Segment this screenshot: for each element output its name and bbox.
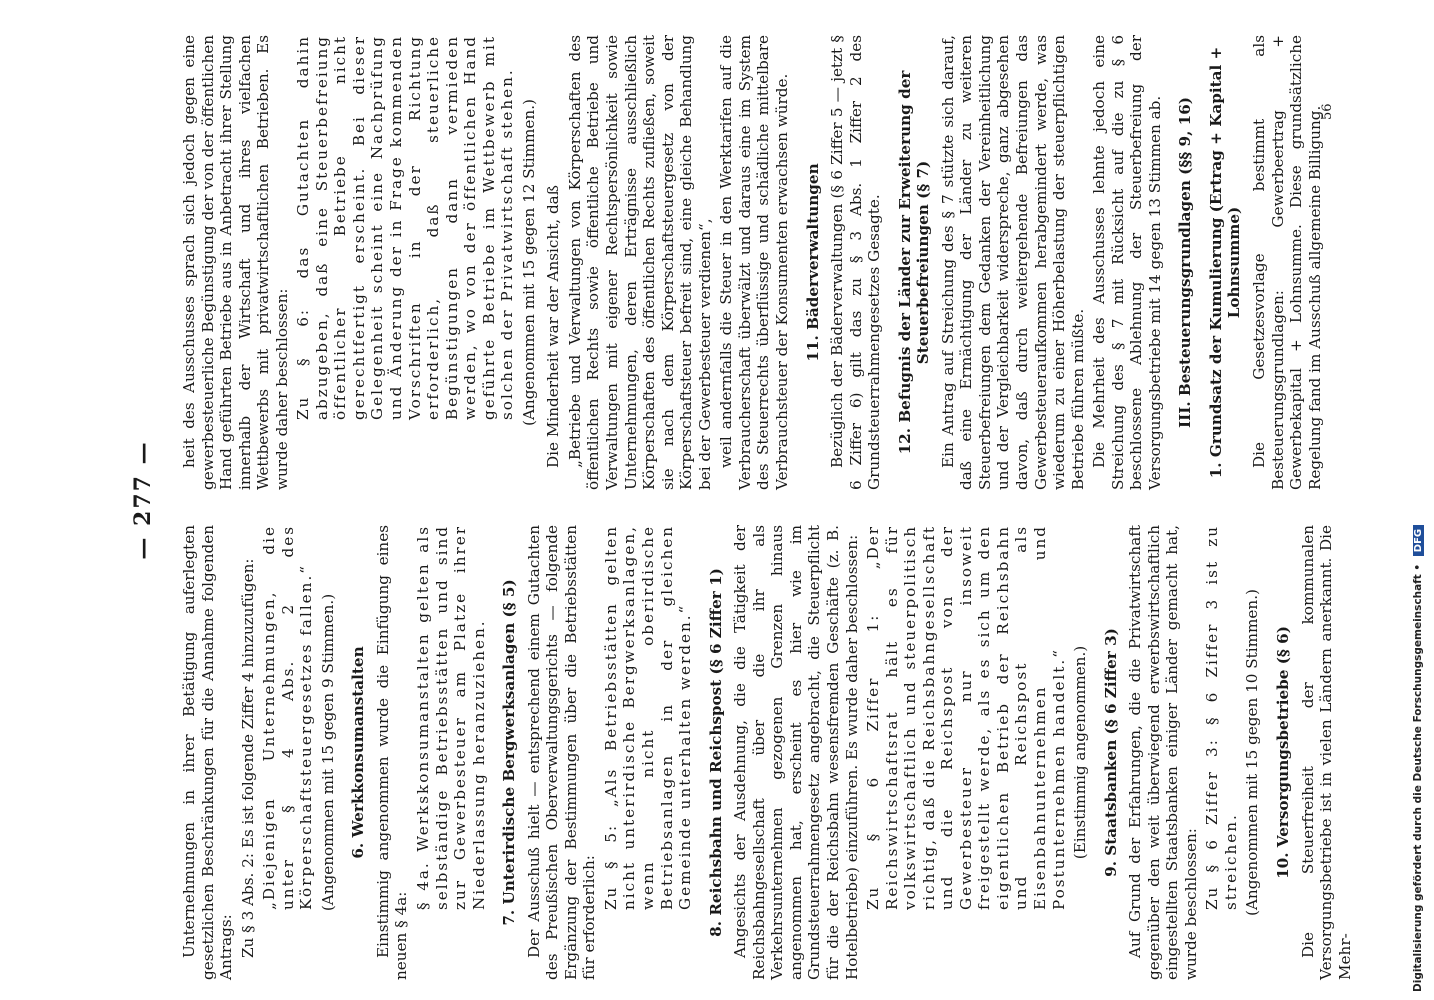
- left-column: [180, 525, 1357, 980]
- paragraph: weil andernfalls die Steuer in den Werktarifen auf die Verbraucherschaft überwälzt und daraus eine im System des Steuerrechts überflüssige und schädliche mittelbare Verbrauchsteuer der Konsumenten erwachsen würde.: [717, 35, 791, 490]
- paragraph: Die Gesetzesvorlage bestimmt als Besteuerungsgrundlagen: Gewerbeertrag + Gewerbekapital + Lohnsumme. Diese grundsätzliche Regelung fand im Ausschuß allgemeine Billigung.: [1249, 35, 1324, 490]
- footer-page-number: 56: [1320, 103, 1335, 120]
- vote-result: (Angenommen mit 15 gegen 10 Stimmen.): [1243, 589, 1262, 916]
- dfg-logo: DFG: [1413, 525, 1424, 556]
- section-heading: 10. Versorgungsbetriebe (§ 6): [1273, 626, 1292, 879]
- digitization-note-text: Digitalisierung gefördert durch die Deutsche Forschungsgemeinschaft: [1412, 574, 1424, 992]
- resolution-text: „Diejenigen Unternehmungen, die unter § 4 Abs. 2 des Körperschaftsteuergesetzes fallen.“: [260, 525, 316, 910]
- page-number-header: — 277 —: [130, 440, 156, 560]
- vote-result: (Angenommen mit 15 gegen 12 Stimmen.): [519, 99, 538, 426]
- paragraph: Auf Grund der Erfahrungen, die die Privatwirtschaft gegenüber den weit überwiegend erwerbswirtschaftlich eingestellten Staatsbanken einiger Länder gemacht hat, wurde beschlossen:: [1126, 525, 1200, 980]
- paragraph: heit des Ausschusses sprach sich jedoch gegen eine gewerbesteuerliche Begünstigung der von der öffentlichen Hand geführten Betriebe aus in Anbetracht ihrer Stellung innerhalb der Wirtschaft und ihres vielfachen Wettbewerbs mit privatwirtschaftlichen Betrieben. Es wurde daher beschlossen:: [180, 35, 291, 490]
- paragraph: Die Minderheit war der Ansicht, daß: [544, 185, 563, 468]
- section-heading: 6. Werkkonsumanstalten: [349, 646, 368, 859]
- digitization-note: Digitalisierung gefördert durch die Deutsche Forschungsgemeinschaft • DFG: [1412, 2, 1424, 992]
- paragraph: Bezüglich der Bäderverwaltungen (§ 6 Ziffer 5 — jetzt § 6 Ziffer 6) gilt das zu § 3 Abs. 1 Ziffer 2 des Grundsteuerrahmengesetzes Gesagte.: [828, 35, 884, 490]
- section-heading: 8. Reichsbahn und Reichspost (§ 6 Ziffer 1): [706, 568, 725, 937]
- paragraph: Zu § 3 Abs. 2: Es ist folgende Ziffer 4 hinzuzufügen:: [238, 558, 257, 958]
- section-heading: 11. Bäderverwaltungen: [803, 163, 822, 362]
- resolution-text: Zu § 6 Ziffer 1: „Der Reichswirtschaftsrat hält es für volkswirtschaftlich und steuerpolitisch richtig, daß die Reichsbahngesellschaft und die Reichspost von der Gewerbesteuer nur insoweit freigestellt werde, als es sich um den eigentlichen Betrieb der Reichsbahn und Reichspost als Eisenbahnunternehmen und Postunternehmen handelt.“: [864, 525, 1068, 910]
- section-heading: 9. Staatsbanken (§ 6 Ziffer 3): [1101, 628, 1120, 877]
- resolution-text: Zu § 6: das Gutachten dahin abzugeben, daß eine Steuerbefreiung öffentlicher Betriebe nicht gerechtfertigt erscheint. Bei dieser Gelegenheit scheint eine Nachprüfung und Änderung der in Frage kommenden Vorschriften in der Richtung erforderlich, daß steuerliche Begünstigungen dann vermieden werden, wo von der öffentlichen Hand geführte Betriebe im Wettbewerb mit solchen der Privatwirtschaft stehen.: [294, 35, 517, 420]
- section-heading: III. Besteuerungsgrundlagen (§§ 9, 16): [1176, 97, 1195, 428]
- document-page: [110, 0, 1410, 1000]
- right-column: [180, 35, 1327, 490]
- paragraph: Angesichts der Ausdehnung, die die Tätigkeit der Reichsbahngesellschaft über die ihr als Verkehrsunternehmen gezogenen Grenzen hinaus angenommen hat, erscheint es hier wie im Grundsteuerrahmengesetz angebracht, die Steuerpflicht für die der Reichsbahn wesensfremden Geschäfte (z. B. Hotelbetriebe) einzuführen. Es wurde daher beschlossen:: [731, 525, 861, 980]
- paragraph: Die Steuerfreiheit der kommunalen Versorgungsbetriebe ist in vielen Ländern anerkannt. Die Mehr-: [1298, 525, 1354, 980]
- vote-result: (Angenommen mit 15 gegen 9 Stimmen.): [318, 593, 337, 912]
- paragraph: Die Mehrheit des Ausschusses lehnte jedoch eine Streichung des § 7 mit Rücksicht auf die zu § 6 beschlossene Ablehnung der Steuerbefreiung der Versorgungsbetriebe mit 14 gegen 13 Stimmen ab.: [1090, 35, 1164, 490]
- resolution-text: Zu § 6 Ziffer 3: § 6 Ziffer 3 ist zu streichen.: [1203, 525, 1240, 910]
- section-heading: 1. Grundsatz der Kumulierung (Ertrag + Kapital + Lohnsumme): [1206, 46, 1244, 479]
- paragraph: Einstimmig angenommen wurde die Einfügung eines neuen § 4a:: [373, 525, 411, 980]
- section-heading: 7. Unterirdische Bergwerksanlagen (§ 5): [500, 579, 519, 926]
- resolution-text: Zu § 5: „Als Betriebsstätten gelten nicht unterirdische Bergwerksanlagen, wenn nicht oberirdische Betriebsanlagen in der gleichen Gemeinde unterhalten werden.“: [601, 525, 695, 910]
- paragraph: Ein Antrag auf Streichung des § 7 stützte sich darauf, daß eine Ermächtigung der Länder zu weiteren Steuerbefreiungen dem Gedanken der Vereinheitlichung und der Vergleichbarkeit widerspreche, ganz abgesehen davon, daß durch weitergehende Befreiungen das Gewerbesteueraufkommen herabgemindert werde, was wiederum zu einer Höherbelastung der steuerpflichtigen Betriebe führen müßte.: [938, 35, 1087, 490]
- section-heading: 12. Befugnis der Länder zur Erweiterung der Steuerbefreiungen (§ 7): [895, 70, 933, 455]
- paragraph: Der Ausschuß hielt — entsprechend einem Gutachten des Preußischen Oberverwaltungsgerichts — folgende Ergänzung der Bestimmungen über die Betriebsstätten für erforderlich:: [524, 525, 599, 980]
- resolution-text: § 4a. Werkskonsumanstalten gelten als selbständige Betriebsstätten und sind zur Gewerbesteuer am Platze ihrer Niederlassung heranzuziehen.: [414, 525, 488, 910]
- vote-result: (Einstimmig angenommen.): [1071, 645, 1090, 860]
- paragraph: Unternehmungen in ihrer Betätigung auferlegten gesetzlichen Beschränkungen für die Annahme folgenden Antrags:: [180, 525, 236, 980]
- paragraph: „Betriebe und Verwaltungen von Körperschaften des öffentlichen Rechts sowie öffentliche Betriebe und Verwaltungen mit eigener Rechtspersönlichkeit sowie Unternehmungen, deren Erträgnisse ausschließlich Körperschaften des öffentlichen Rechts zufließen, soweit sie nach dem Körperschaftsteuergesetz von der Körperschaftsteuer befreit sind, eine gleiche Behandlung bei der Gewerbesteuer verdienen“,: [565, 35, 714, 490]
